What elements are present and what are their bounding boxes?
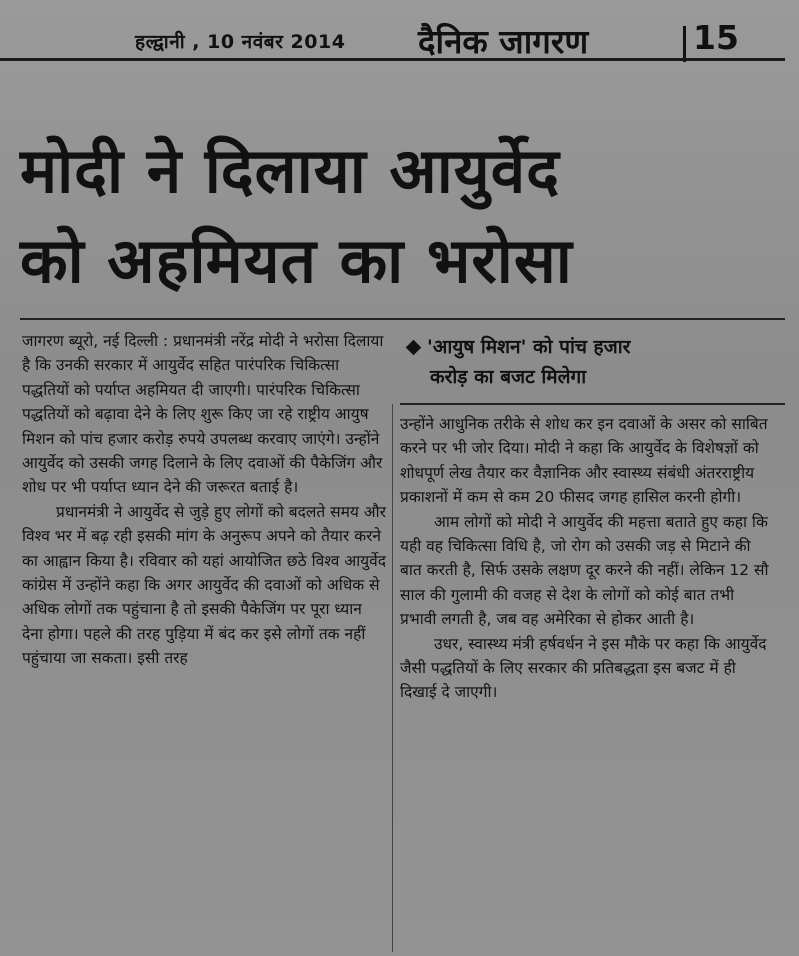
headline-line-1: मोदी ने दिलाया आयुर्वेद <box>20 134 561 207</box>
newspaper-name: दैनिक जागरण <box>418 22 589 61</box>
paragraph: प्रधानमंत्री ने आयुर्वेद से जुड़े हुए लोगों को बदलते समय और विश्व भर में बढ़ रही इसकी मांग के अनुरूप अपने को तैयार करने का आह्वान किया है। रविवार को यहां आयोजित छठे विश्व आयुर्वेद कांग्रेस में उन्होंने कहा कि अगर आयुर्वेद की दवाओं को अधिक से अधिक लोगों तक पहुंचाना है तो इसकी पैकेजिंग पर पूरा ध्यान देना होगा। पहले की तरह पुड़िया में बंद कर इसे लोगों तक नहीं पहुंचाया जा सकता। इसी तरह <box>22 502 387 668</box>
diamond-bullet-icon <box>406 340 422 356</box>
subheadline-line-1: 'आयुष मिशन' को पांच हजार <box>427 336 631 358</box>
paragraph: उन्होंने आधुनिक तरीके से शोध कर इन दवाओं के असर को साबित करने पर भी जोर दिया। मोदी ने कहा कि आयुर्वेद के विशेषज्ञों को शोधपूर्ण लेख तैयार कर वैज्ञानिक और स्वास्थ्य संबंधी अंतरराष्ट्रीय प्रकाशनों में कम से कम 20 फीसद जगह हासिल करनी होगी। <box>400 415 768 507</box>
paragraph: उधर, स्वास्थ्य मंत्री हर्षवर्धन ने इस मौके पर कहा कि आयुर्वेद जैसी पद्धतियों के लिए सरकार की प्रतिबद्धता इस बजट में ही दिखाई दे जाएगी। <box>400 634 767 702</box>
headline-line-2: को अहमियत का भरोसा <box>20 224 573 297</box>
subheadline-rule <box>400 403 785 405</box>
subheadline-line-2: करोड़ का बजट मिलेगा <box>430 366 587 388</box>
subheadline <box>408 332 778 392</box>
masthead-rule <box>0 58 785 61</box>
article-column-right <box>400 412 773 705</box>
dateline: हल्द्वानी , 10 नवंबर 2014 <box>135 31 346 53</box>
paragraph: आम लोगों को मोदी ने आयुर्वेद की महत्ता बताते हुए कहा कि यही वह चिकित्सा विधि है, जो रोग को उसकी जड़ से मिटाने की बात करती है, सिर्फ उसके लक्षण दूर करने की नहीं। लेकिन 12 सौ साल की गुलामी की वजह से देश के लोगों को कोई बात तभी प्रभावी लगती है, जब वह अमेरिका से होकर आती है। <box>400 512 769 629</box>
column-divider <box>392 404 393 952</box>
paragraph: जागरण ब्यूरो, नई दिल्ली : प्रधानमंत्री नरेंद्र मोदी ने भरोसा दिलाया है कि उनकी सरकार में आयुर्वेद सहित पारंपरिक चिकित्सा पद्धतियों को पर्याप्त अहमियत दी जाएगी। पारंपरिक चिकित्सा पद्धतियों को बढ़ावा देने के लिए शुरू किए जा रहे राष्ट्रीय आयुष मिशन को पांच हजार करोड़ रुपये उपलब्ध करवाए जाएंगे। उन्होंने आयुर्वेद को उसकी जगह दिलाने के लिए दवाओं की पैकेजिंग और शोध पर भी पर्याप्त ध्यान देने की जरूरत बताई है। <box>22 332 384 497</box>
headline-rule <box>20 318 785 320</box>
article-column-left <box>22 329 387 671</box>
page-number: 15 <box>693 18 739 57</box>
page-separator <box>683 26 686 62</box>
